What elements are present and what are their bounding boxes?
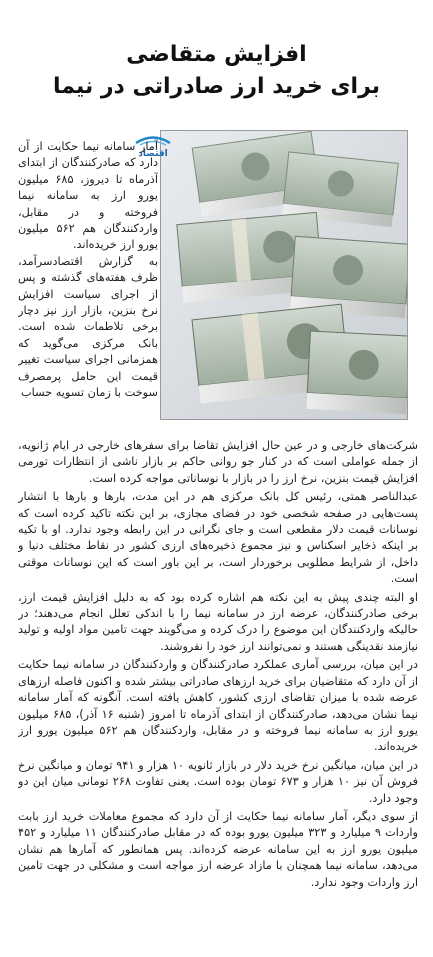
article-body-paragraph: از سوی دیگر، آمار سامانه نیما حکایت از آن دارد که مجموع معاملات خرید ارز بابت واردات ۹ میلیارد و ۳۲۳ میلیون یورو بوده که در مقابل صادرکنندگان ۱۱ میلیارد و ۴۵۲ میلیون یورو ارز به این سامانه عرضه کرده‌اند. پس همانطور که آمارها هم نشان می‌دهد، سامانه نیما همچنان با مازاد عرضه ارز مواجه است و مشکلی در جهت تامین ارز واردات وجود ندارد. — [18, 809, 418, 889]
article-intro-column — [18, 139, 158, 439]
article-intro-paragraph: به گزارش اقتصادسرآمد، ظرف هفته‌های گذشته و پس از اجرای سیاست افزایش نرخ بنزین، بازار ارز نیز دچار برخی تلاطمات شده است. بانک مرکزی می‌گوید که همزمانی اجرای سیاست تغییر قیمت این حامل پرمصرف سوخت با زمان تسویه حساب — [18, 254, 158, 400]
article-title — [0, 40, 433, 102]
article-title-line-1: افزایش متقاضی — [126, 42, 307, 67]
money-stacks-image — [161, 131, 408, 420]
money-stacks-photo — [160, 130, 408, 420]
article-body-paragraph: در این میان، بررسی آماری عملکرد صادرکنندگان و واردکنندگان در سامانه نیما حکایت از آن دارد که متقاضیان برای خرید ارزهای صادراتی بیشتر شده و اکنون فاصله ارزهای عرضه شده با میزان تقاضای ارزی کشور، کاهش یافته است. آنگونه که آمار سامانه نیما نشان می‌دهد، صادرکنندگان از ابتدای آذرماه تا امروز (شنبه ۱۶ آذر)، ۶۸۵ میلیون یورو ارز به سامانه نیما فروخته و در مقابل، واردکنندگان هم ۵۶۲ میلیون یورو ارز خریده‌اند. — [18, 658, 418, 754]
article-title-line-2: برای خرید ارز صادراتی در نیما — [52, 74, 381, 99]
article-body-paragraph: او البته چندی پیش به این نکته هم اشاره کرده بود که به دلیل افزایش قیمت ارز، برخی صادرکنندگان، عرضه ارز در سامانه نیما را با اندکی تعلل انجام می‌دهند؛ در حالیکه واردکنندگان این موضوع را درک کرده و می‌گویند جهت تامین مواد اولیه و تولید نیازمند نقدینگی هستند و نمی‌توانند ارز خود را نفروشند. — [18, 590, 418, 653]
logo-text: اقتصاد — [138, 149, 168, 159]
article-body — [18, 438, 418, 948]
article-body-paragraph: شرکت‌های خارجی و در عین حال افزایش تقاضا برای سفرهای خارجی در ایام ژانویه، از جمله عواملی است که در کنار جو روانی حاکم بر بازار ناشی از انتظارات تورمی افزایش قیمت بنزین، نرخ ارز را در بازار با نوساناتی مواجه کرده است. — [18, 439, 418, 485]
article-body-paragraph: عبدالناصر همتی، رئیس کل بانک مرکزی هم در این مدت، بارها و بارها با انتشار پست‌هایی در صفحه شخصی خود در فضای مجازی، بر این نکته تاکید کرده است که نوسانات قیمت دلار مقطعی است و جای نگرانی در این رابطه وجود ندارد. او با تکیه بر اینکه ذخایر اسکناس و نیز مجموع ذخیره‌های ارزی کشور در نقاط مختلف دنیا و داخل، از شرایط مطلوبی برخوردار است، بر این باور است که این نوسانات موقتی است. — [18, 490, 418, 586]
article-body-paragraph: در این میان، میانگین نرخ خرید دلار در بازار ثانویه ۱۰ هزار و ۹۴۱ تومان و میانگین نرخ فروش آن نیز ۱۰ هزار و ۶۷۳ تومان بوده است. یعنی تفاوت ۲۶۸ تومانی میان این دو وجود دارد. — [18, 758, 418, 805]
article-intro-paragraph: آمار سامانه نیما حکایت از آن دارد که صادرکنندگان از ابتدای آذرماه تا دیروز، ۶۸۵ میلیون یورو ارز به سامانه نیما فروخته و در مقابل، واردکنندگان هم ۵۶۲ میلیون یورو ارز خریده‌اند. — [18, 140, 158, 252]
